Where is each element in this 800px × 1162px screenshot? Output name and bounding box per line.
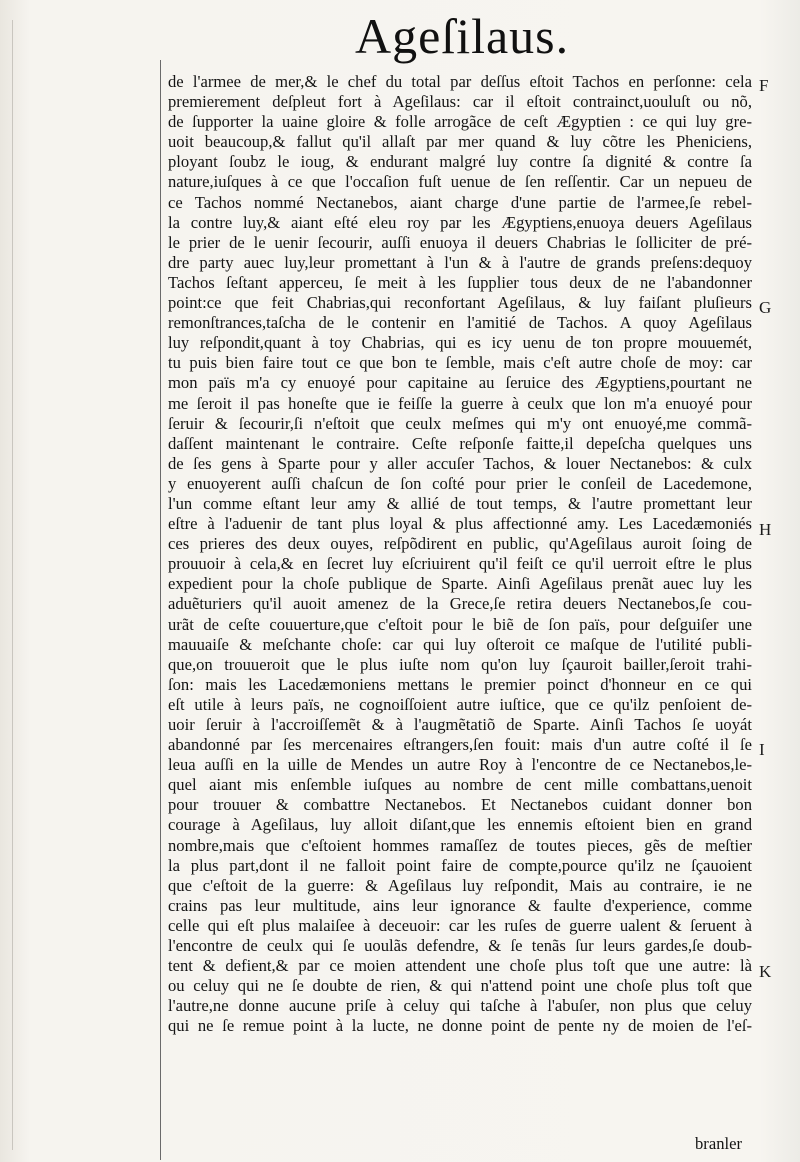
text-line: que c'eſtoit de la guerre: & Ageſilaus luy reſpondit, Mais au contraire, ie ne [168,875,752,895]
text-line: remonſtrances,taſcha de le contenir en l'amitié de Tachos. A quoy Ageſilaus [168,313,752,333]
text-line: Tachos ſeſtant apperceu, ſe meit à les ſupplier tous deux de ne l'abandonner [168,272,752,292]
text-line: courage à Ageſilaus, luy alloit diſant,que les ennemis eſtoient bien en grand [168,815,752,835]
text-line: ce Tachos nommé Nectanebos, aiant charge d'une partie de l'armee,ſe rebel- [168,192,752,212]
text-line: daſſent maintenant le contraire. Ceſte reſponſe faitte,il depeſcha quelques uns [168,433,752,453]
margin-letter-i: I [759,740,765,759]
text-line: quel aiant mis enſemble iuſques au nombre de cent mille combattans,uenoit [168,775,752,795]
text-line: dre party auec luy,leur promettant à l'un & à l'autre de grands preſens:dequoy [168,252,752,272]
margin-rule [160,60,161,1160]
text-line: y enuoyerent auſſi chaſcun de ſon coſté pour prier le conſeil de Lacedemone, [168,473,752,493]
text-line: aduẽturiers qu'il auoit amenez de la Grece,ſe retira deuers Nectanebos,ſe cou- [168,594,752,614]
text-line: mauuaiſe & meſchante choſe: car qui luy oſteroit ce maſque de l'utilité publi- [168,634,752,654]
text-line: uoit beaucoup,& fallut qu'il allaſt par mer quand & luy cõtre les Pheniciens, [168,132,752,152]
text-line: me ſeroit il pas honeſte que ie feiſſe la guerre à ceulx que lon m'a enuoyé pour [168,393,752,413]
text-line: tu puis bien faire tout ce que bon te ſemble, mais c'eſt autre choſe de moy: car [168,353,752,373]
text-line: ces prieres des deux ouyes, reſpõdirent en public, qu'Ageſilaus auroit ſoing de [168,534,752,554]
text-line: tent & defient,& par ce moien attendent une choſe plus toſt que une autre: là [168,956,752,976]
text-line: ſon: mais les Lacedæmoniens mettans le premier poinct d'honneur en ce qui [168,674,752,694]
text-line: urãt de ceſte couuerture,que c'eſtoit pour le biẽ de ſon païs, pour deſguiſer une [168,614,752,634]
catchword: branler [695,1134,742,1153]
text-line: celle qui eſt plus malaiſee à deceuoir: car les ruſes de guerre ualent & ſeruent à [168,915,752,935]
text-line: que,on trouueroit que le plus iuſte nom qu'on luy ſçauroit bailler,ſeroit trahi- [168,654,752,674]
text-line: ou celuy qui ne ſe doubte de rien, & qui n'attend point une choſe plus toſt que [168,976,752,996]
text-line: ployant ſoubz le ioug, & endurant malgré luy contre ſa dignité & contre ſa [168,152,752,172]
text-line: pour trouuer & combattre Nectanebos. Et Nectanebos cuidant donner bon [168,795,752,815]
text-line: luy reſpondit,quant à toy Chabrias, qui es icy uenu de ton propre mouuemét, [168,333,752,353]
text-line: ſeruir & ſecourir,ſi n'eſtoit que ceulx meſmes qui m'y ont enuoyé,me commã- [168,413,752,433]
text-line: eſt utile à leurs païs, ne cognoiſſoient autre iuſtice, que ce qu'ilz penſoient de- [168,694,752,714]
text-line: eſtre à l'aduenir de tant plus loyal & plus affectionné amy. Les Lacedæmoniés [168,514,752,534]
text-line: de l'armee de mer,& le chef du total par deſſus eſtoit Tachos en perſonne: cela [168,72,752,91]
text-line: prouuoir à cela,& en ſecret luy eſcriuirent qu'il feiſt ce qu'il uerroit eſtre le plus [168,554,752,574]
text-line: nature,iuſques à ce que l'occaſion fuſt uenue de ſen reſſentir. Car un nepueu de [168,172,752,192]
text-line: l'autre,ne donne aucune priſe à celuy qui taſche à l'abuſer, non plus que celuy [168,996,752,1016]
margin-letter-g: G [759,298,772,317]
page-edge [12,20,13,1150]
text-line: l'un comme eſtant leur amy & allié de tout temps, & l'autre promettant leur [168,493,752,513]
text-line: le prier de le uenir ſecourir, auſſi enuoya il deuers Chabrias le ſolliciter de pré- [168,232,752,252]
text-line: mon païs m'a cy enuoyé pour capitaine au ſeruice des Ægyptiens,pourtant ne [168,373,752,393]
text-line: la plus part,dont il ne falloit point faire de compte,pource qu'ilz ne ſçauoient [168,855,752,875]
margin-letter-h: H [759,520,772,539]
body-text [168,72,752,1037]
text-line: l'encontre de ceulx qui ſe uoulãs defendre, & ſe tenãs ſur leurs gardes,ſe doub- [168,936,752,956]
text-line: leua auſſi en la uille de Mendes un autre Roy à l'encontre de ce Nectanebos,le- [168,755,752,775]
text-line: point:ce que feit Chabrias,qui reconfortant Ageſilaus, & luy faiſant pluſieurs [168,293,752,313]
text-line: uoir ſeruir à l'accroiſſemẽt & à l'augmẽtatiõ de Sparte. Ainſi Tachos ſe uoyát [168,715,752,734]
running-title: Ageſilaus. [355,8,570,64]
text-line: la contre luy,& aiant eſté eleu roy par les Ægyptiens,enuoya deuers Ageſilaus [168,212,752,232]
text-line: de ſupporter la uaine gloire & folle arrogãce de ceſt Ægyptien : ce qui luy gre- [168,112,752,132]
margin-letter-k: K [759,962,772,981]
text-line: premierement deſpleut fort à Ageſilaus: car il eſtoit contrainct,uouluſt ou nõ, [168,92,752,112]
text-line: de ſes gens à Sparte pour y aller accuſer Tachos, & louer Nectanebos: & culx [168,453,752,473]
text-line: qui ne ſe remue point à la lucte, ne donne point de pente ny de moien de l'eſ- [168,1016,752,1036]
margin-letter-f: F [759,76,769,95]
text-line: expedient pour la choſe publique de Sparte. Ainſi Ageſilaus prenãt auec luy les [168,574,752,594]
text-line: abandonné par ſes mercenaires eſtrangers,ſen fouit: mais d'un autre coſté il ſe [168,735,752,755]
text-line: crains pas leur multitude, ains leur ignorance & faulte d'experience, comme [168,895,752,915]
text-line: nombre,mais que c'eſtoient hommes ramaſſez de toutes pieces, gẽs de meſtier [168,835,752,855]
